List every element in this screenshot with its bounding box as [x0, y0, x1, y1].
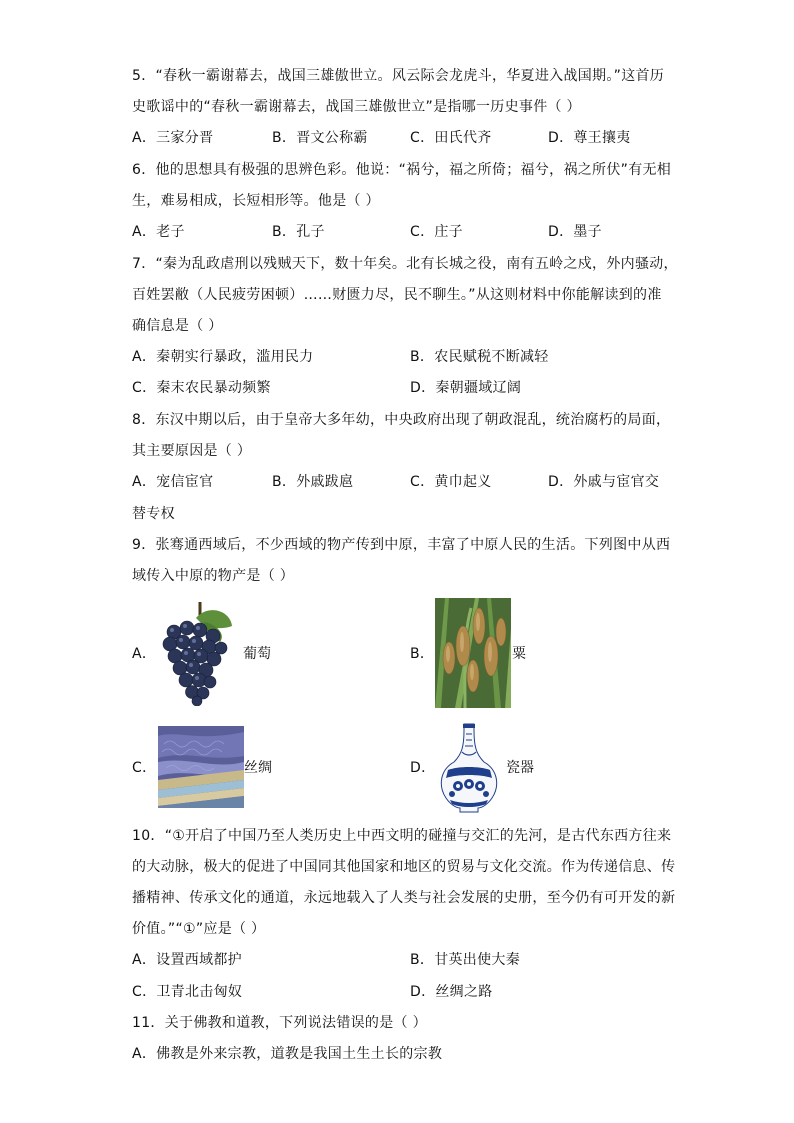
- q9-option-d-caption: 瓷器: [506, 760, 534, 776]
- q6-option-c: C．庄子: [410, 224, 463, 240]
- question-7-line-3: 确信息是（ ）: [132, 318, 223, 334]
- question-10-line-4: 价值。”“①”应是（ ）: [132, 921, 266, 937]
- q7-option-c: C．秦末农民暴动频繁: [132, 380, 271, 396]
- q8-option-d-wrap: 替专权: [132, 506, 175, 522]
- q7-option-a: A．秦朝实行暴政，滥用民力: [132, 349, 314, 365]
- q8-option-b: B．外戚跋扈: [272, 474, 354, 490]
- q5-option-b: B．晋文公称霸: [272, 130, 368, 146]
- q6-option-d: D．墨子: [548, 224, 602, 240]
- q7-option-d: D．秦朝疆域辽阔: [410, 380, 522, 396]
- porcelain-vase-image: [436, 722, 502, 814]
- question-5-line-1: 5．“春秋一霸谢幕去，战国三雄傲世立。风云际会龙虎斗，华夏进入战国期。”这首历: [132, 68, 665, 84]
- q6-option-b: B．孔子: [272, 224, 325, 240]
- question-5-line-2: 史歌谣中的“春秋一霸谢幕去，战国三雄傲世立”是指哪一历史事件（ ）: [132, 99, 581, 115]
- question-8-line-2: 其主要原因是（ ）: [132, 443, 252, 459]
- q8-option-a: A．宠信宦官: [132, 474, 214, 490]
- q5-option-a: A．三家分晋: [132, 130, 214, 146]
- q9-option-a-caption: 葡萄: [243, 646, 271, 662]
- q8-option-c: C．黄巾起义: [410, 474, 492, 490]
- q9-option-c-caption: 丝绸: [244, 760, 272, 776]
- q9-option-b-caption: 粟: [512, 646, 526, 662]
- grapes-image: [160, 600, 236, 706]
- q10-option-c: C．卫青北击匈奴: [132, 984, 243, 1000]
- question-11-line-1: 11．关于佛教和道教，下列说法错误的是（ ）: [132, 1015, 427, 1031]
- question-8-line-1: 8．东汉中期以后，由于皇帝大多年幼，中央政府出现了朝政混乱，统治腐朽的局面，: [132, 412, 671, 428]
- q5-option-d: D．尊王攘夷: [548, 130, 631, 146]
- q5-option-c: C．田氏代齐: [410, 130, 492, 146]
- question-10-line-1: 10．“①开启了中国乃至人类历史上中西文明的碰撞与交汇的先河，是古代东西方往来: [132, 828, 672, 844]
- q8-option-d: D．外戚与宦官交: [548, 474, 660, 490]
- q10-option-d: D．丝绸之路: [410, 984, 493, 1000]
- question-6-line-1: 6．他的思想具有极强的思辨色彩。他说：“祸兮，福之所倚；福兮，祸之所伏”有无相: [132, 162, 672, 178]
- q10-option-a: A．设置西域都护: [132, 952, 242, 968]
- q9-option-b-letter: B．: [410, 646, 435, 662]
- q10-option-b: B．甘英出使大秦: [410, 952, 521, 968]
- question-9-line-1: 9．张骞通西域后，不少西域的物产传到中原，丰富了中原人民的生活。下列图中从西: [132, 537, 671, 553]
- question-10-line-3: 播精神、传承文化的通道，永远地载入了人类与社会发展的史册，至今仍有可开发的新: [132, 890, 676, 906]
- question-9-line-2: 域传入中原的物产是（ ）: [132, 568, 295, 584]
- q9-option-c-letter: C．: [132, 760, 157, 776]
- question-7-line-2: 百姓罢敝（人民疲劳困顿）……财匮力尽，民不聊生。”从这则材料中你能解读到的准: [132, 287, 662, 303]
- q9-option-a-letter: A．: [132, 646, 157, 662]
- question-10-line-2: 的大动脉，极大的促进了中国同其他国家和地区的贸易与文化交流。作为传递信息、传: [132, 859, 676, 875]
- q9-option-d-letter: D．: [410, 760, 436, 776]
- millet-image: [435, 598, 511, 708]
- question-7-line-1: 7．“秦为乱政虐刑以残贼天下，数十年矣。北有长城之役，南有五岭之戍，外内骚动，: [132, 256, 678, 272]
- silk-image: [158, 726, 244, 808]
- q11-option-a: A．佛教是外来宗教，道教是我国土生土长的宗教: [132, 1046, 443, 1062]
- q6-option-a: A．老子: [132, 224, 185, 240]
- q7-option-b: B．农民赋税不断减轻: [410, 349, 549, 365]
- question-6-line-2: 生，难易相成，长短相形等。他是（ ）: [132, 193, 380, 209]
